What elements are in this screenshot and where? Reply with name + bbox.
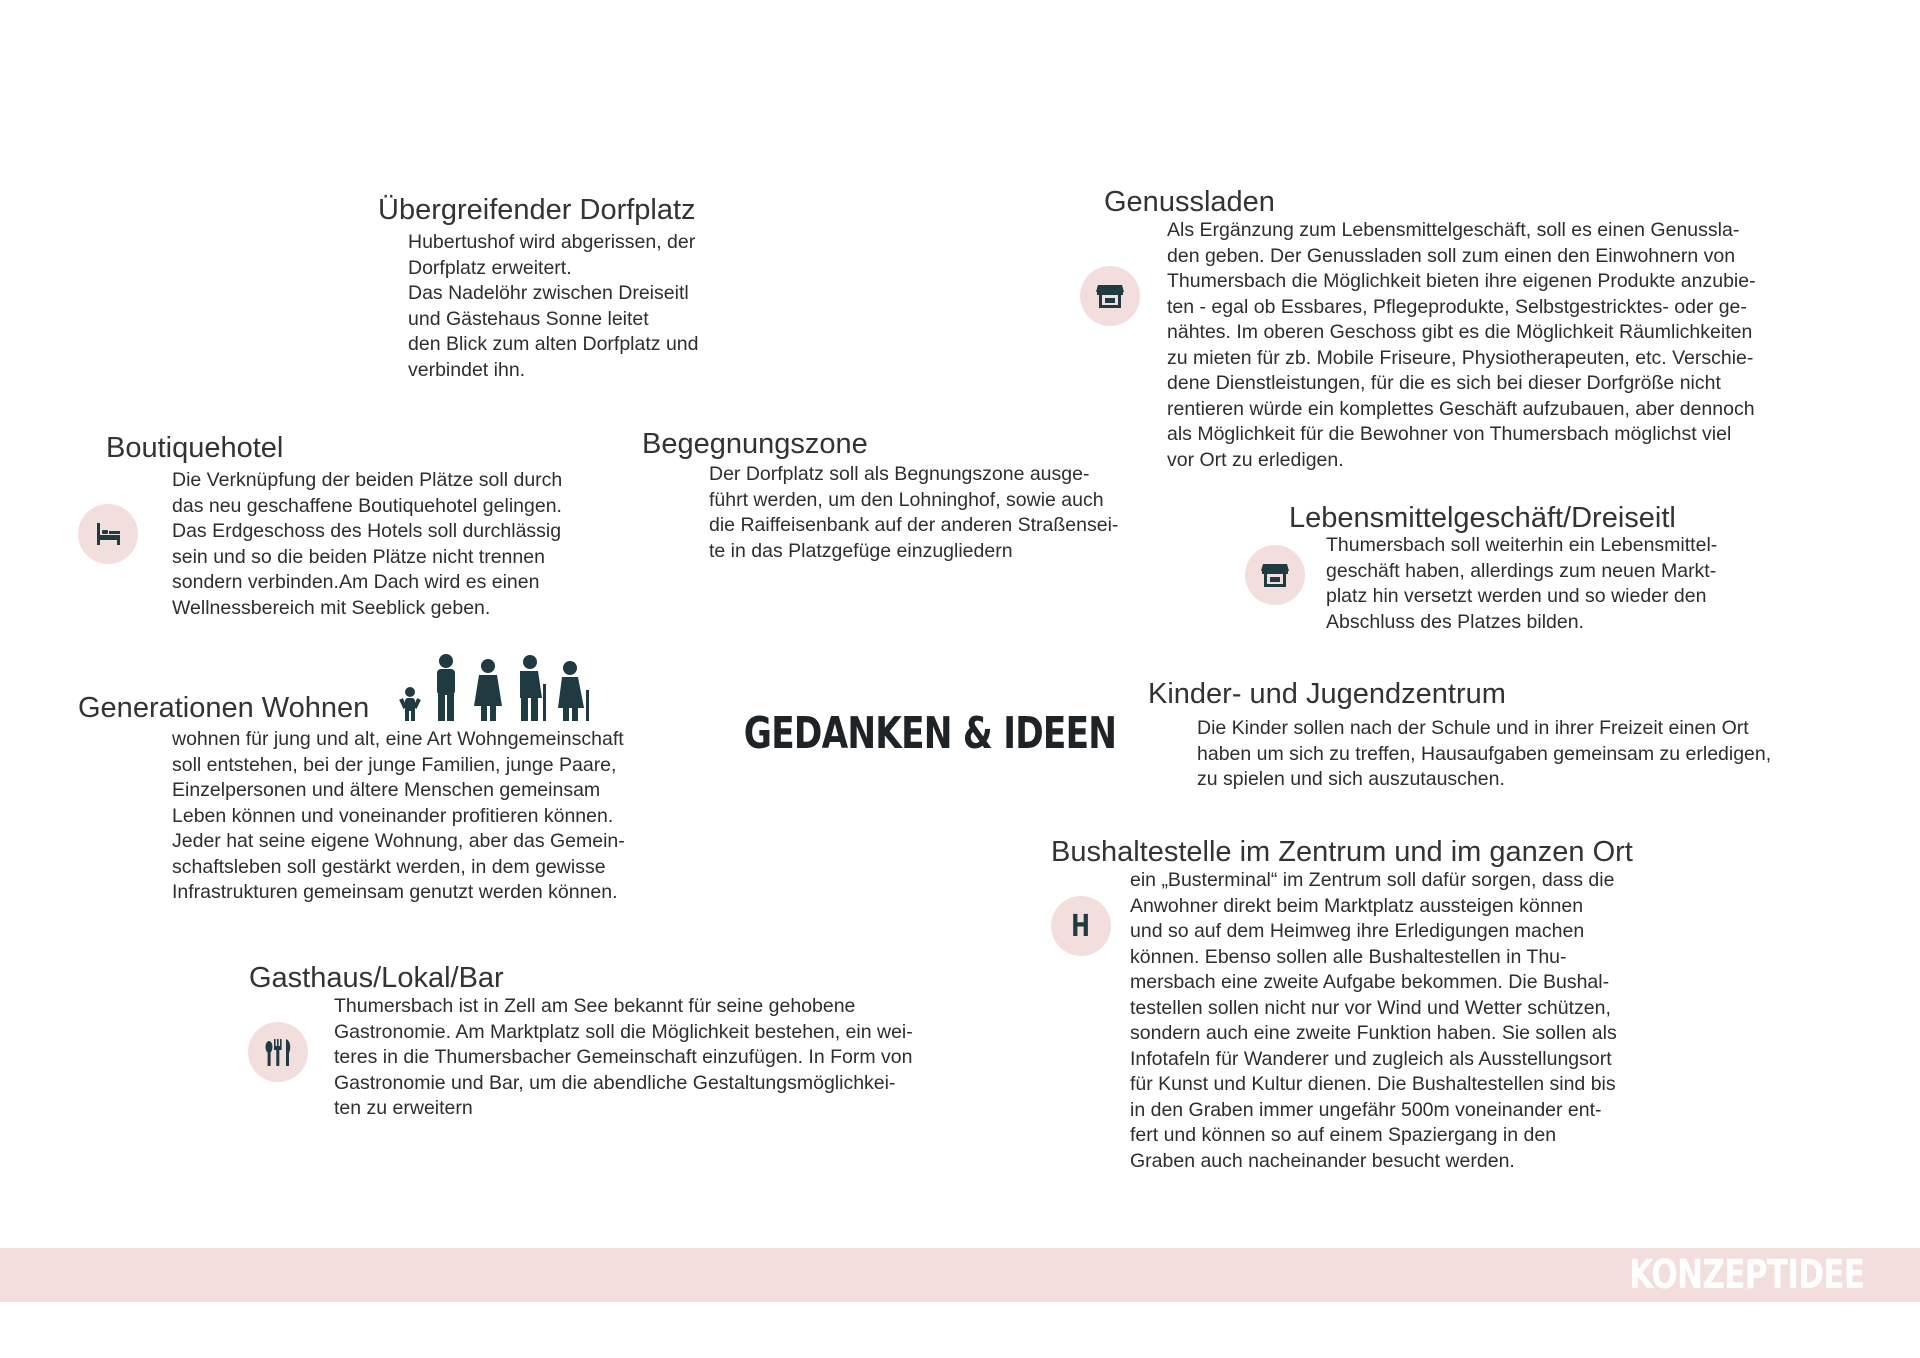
storefront-icon bbox=[1080, 266, 1140, 326]
bushaltestelle-text: ein „Busterminal“ im Zentrum soll dafür sorgen, dass die Anwohner direkt beim Marktplatz aussteigen können und so auf dem Heimweg ihre Erledigungen machen können. Ebenso sollen alle Bushaltestellen in Thu- mersbach eine zweite Aufgabe bekommen. Die Bushal- testellen sollen nicht nur vor Wind und Wetter schützen, sondern auch eine zweite Funktion haben. Sie sollen als Infotafeln für Wanderer und zugleich als Ausstellungsort für Kunst und Kultur dienen. Die Bushaltestellen sind bis in den Graben immer ungefähr 500m voneinander ent- fert und können so auf einem Spaziergang in den Graben auch nacheinander besucht werden. bbox=[1130, 869, 1617, 1172]
lebensmittel-title: Lebensmittelgeschäft/Dreiseitl bbox=[1289, 502, 1676, 534]
gasthaus-title: Gasthaus/Lokal/Bar bbox=[249, 962, 504, 994]
center-title: GEDANKEN & IDEEN bbox=[743, 708, 1117, 759]
storefront-icon bbox=[1245, 545, 1305, 605]
hotel-bed-icon bbox=[78, 504, 138, 564]
cutlery-icon bbox=[248, 1022, 308, 1082]
bushaltestelle-title: Bushaltestelle im Zentrum und im ganzen Ort bbox=[1051, 836, 1633, 868]
gasthaus-text: Thumersbach ist in Zell am See bekannt für seine gehobene Gastronomie. Am Marktplatz soll die Möglichkeit bestehen, ein wei- teres in die Thumersbacher Gemeinschaft einzufügen. In Form von Gastronomie und Bar, um die abendliche Gestaltungsmöglichkei- ten zu erweitern bbox=[334, 995, 913, 1119]
begegnungszone-text: Der Dorfplatz soll als Begnungszone ausge- führt werden, um den Lohninghof, sowie auch die Raiffeisenbank auf der anderen Straßensei- te in das Platzgefüge einzugliedern bbox=[709, 463, 1119, 562]
kinder-title: Kinder- und Jugendzentrum bbox=[1148, 678, 1506, 710]
dorfplatz-text: Hubertushof wird abgerissen, der Dorfplatz erweitert. Das Nadelöhr zwischen Dreiseitl und Gästehaus Sonne leitet den Blick zum alten Dorfplatz und verbindet ihn. bbox=[408, 231, 699, 381]
bus-stop-letter: H bbox=[1071, 908, 1091, 944]
lebensmittel-text: Thumersbach soll weiterhin ein Lebensmittel- geschäft haben, allerdings zum neuen Markt- platz hin versetzt werden und so wieder den Abschluss des Platzes bilden. bbox=[1326, 534, 1718, 633]
begegnungszone-title: Begegnungszone bbox=[642, 428, 868, 460]
generationen-text: wohnen für jung und alt, eine Art Wohngemeinschaft soll entstehen, bei der junge Familien, junge Paare, Einzelpersonen und ältere Menschen gemeinsam Leben können und voneinander profitieren können. Jeder hat seine eigene Wohnung, aber das Gemein- schaftsleben soll gestärkt werden, in dem gewisse Infrastrukturen gemeinsam genutzt werden können. bbox=[172, 728, 625, 903]
genussladen-title: Genussladen bbox=[1104, 186, 1275, 218]
kinder-text: Die Kinder sollen nach der Schule und in ihrer Freizeit einen Ort haben um sich zu treffen, Hausaufgaben gemeinsam zu erledigen, zu spielen und sich auszutauschen. bbox=[1197, 717, 1772, 790]
boutiquehotel-text: Die Verknüpfung der beiden Plätze soll durch das neu geschaffene Boutiquehotel gelingen. Das Erdgeschoss des Hotels soll durchlässig sein und so die beiden Plätze nicht trennen sondern verbinden.Am Dach wird es einen Wellnessbereich mit Seeblick geben. bbox=[172, 469, 563, 619]
genussladen-text: Als Ergänzung zum Lebensmittelgeschäft, soll es einen Genussla- den geben. Der Genussladen soll zum einen den Einwohnern von Thumersbach die Möglichkeit bieten ihre eigenen Produkte anzubie- ten - egal ob Essbares, Pflegeprodukte, Selbstgestricktes- oder ge- nähtes. Im oberen Geschoss gibt es die Möglichkeit Räumlichkeiten zu mieten für zb. Mobile Friseure, Physiotherapeuten, etc. Verschie- dene Dienstleistungen, für die es sich bei dieser Dorfgröße nicht rentieren würde ein komplettes Geschäft aufzubauen, aber dennoch als Möglichkeit für die Bewohner von Thumersbach möglichst viel vor Ort zu erledigen. bbox=[1167, 219, 1756, 471]
generationen-title: Generationen Wohnen bbox=[78, 692, 370, 724]
boutiquehotel-title: Boutiquehotel bbox=[106, 432, 284, 464]
footer-label: KONZEPTIDEE bbox=[1628, 1252, 1864, 1298]
dorfplatz-title: Übergreifender Dorfplatz bbox=[378, 194, 696, 226]
bus-stop-icon bbox=[1051, 896, 1111, 956]
